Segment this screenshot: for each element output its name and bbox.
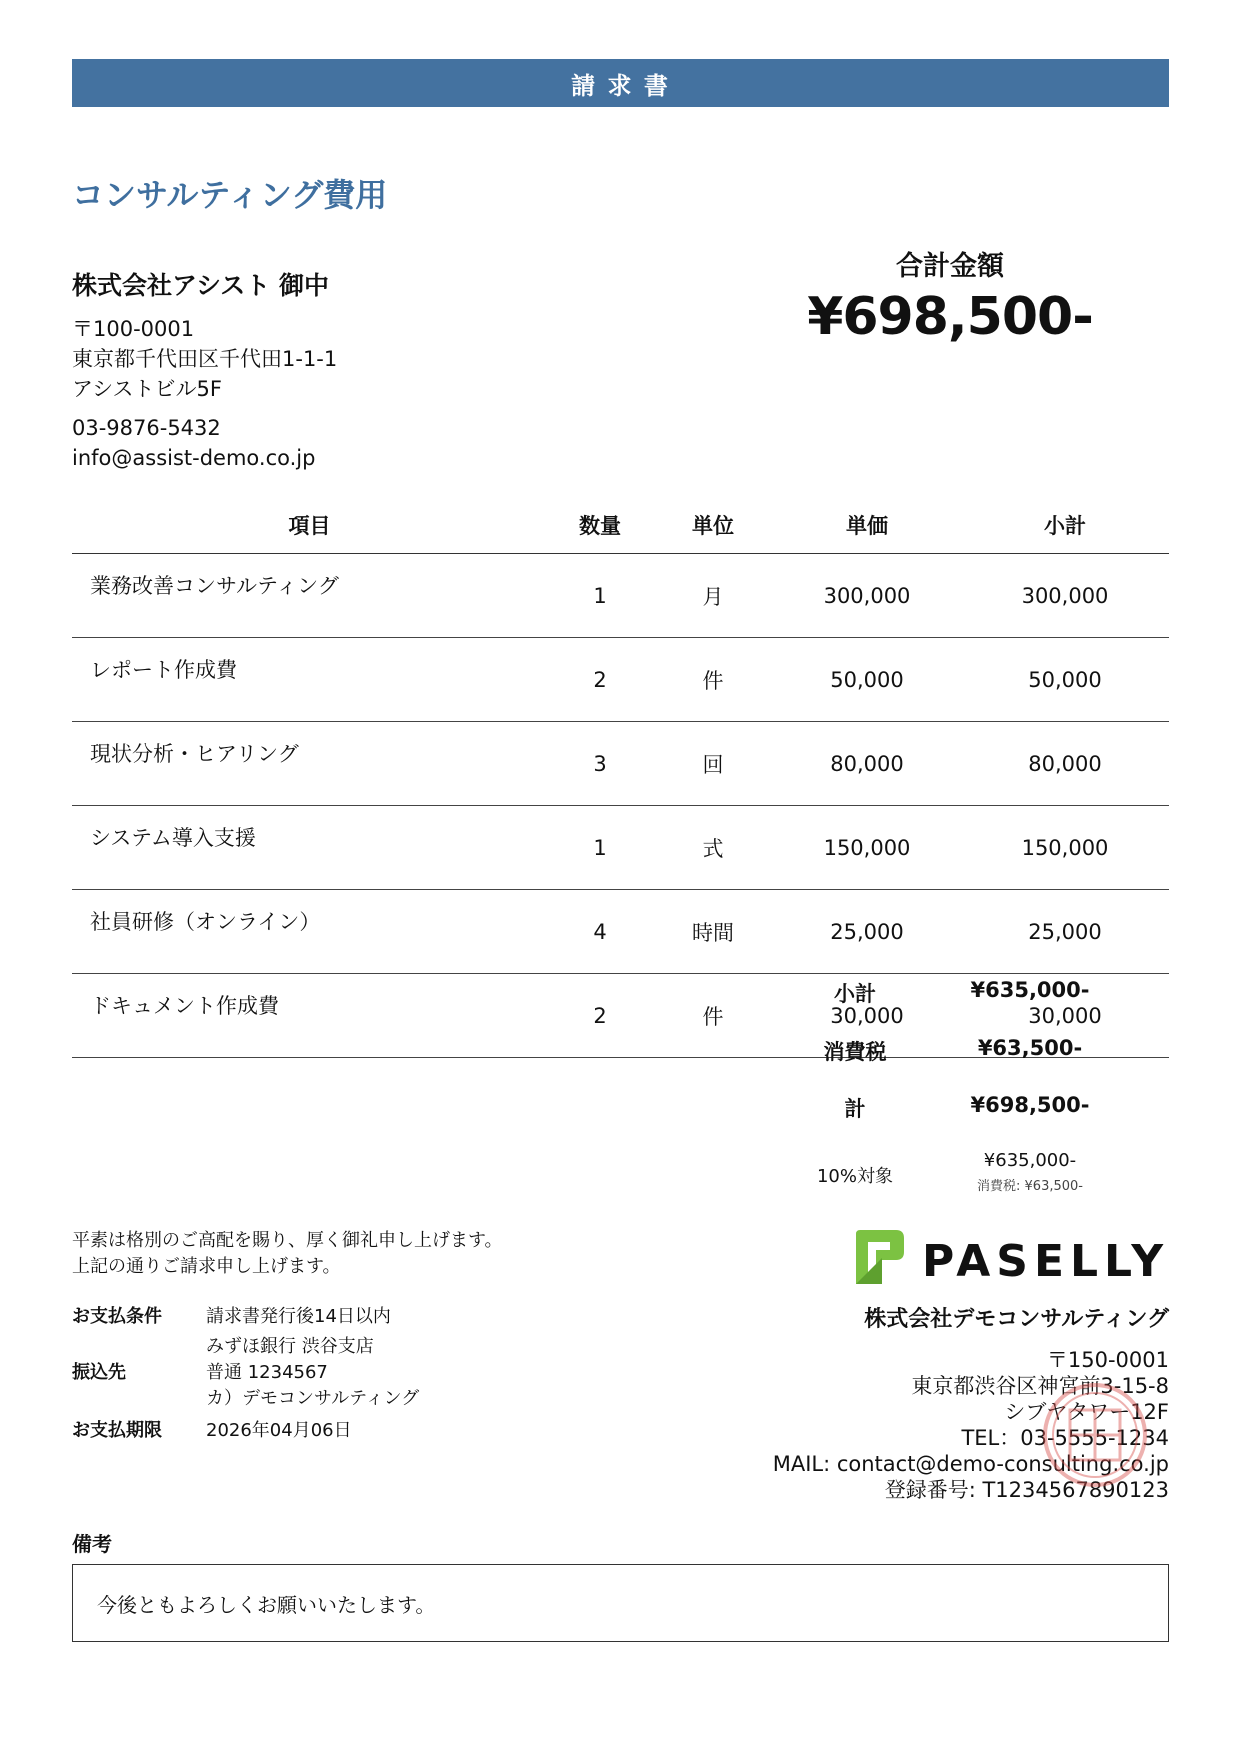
total-label: 合計金額 — [896, 251, 1004, 282]
cell-unit: 時間 — [653, 890, 773, 974]
summary-total-value: ¥698,500- — [970, 1093, 1090, 1117]
cell-quantity: 2 — [547, 638, 653, 722]
client-email: info@assist-demo.co.jp — [72, 446, 316, 470]
issuer-postal: 〒150-0001 — [1046, 1348, 1169, 1372]
summary-tax-value: ¥63,500- — [977, 1036, 1083, 1060]
summary-tax-row — [780, 1036, 1169, 1066]
cell-quantity: 4 — [547, 890, 653, 974]
logo-mark-icon — [852, 1228, 1169, 1288]
table-row — [72, 722, 1169, 806]
header-subtotal: 小計 — [961, 497, 1169, 554]
cell-item: 業務改善コンサルティング — [72, 554, 547, 638]
table-row — [72, 806, 1169, 890]
tax-rate-base: ¥635,000- — [983, 1150, 1077, 1171]
issuer-registration: 登録番号: T1234567890123 — [884, 1478, 1169, 1502]
cell-item: ドキュメント作成費 — [72, 974, 547, 1058]
client-phone: 03-9876-5432 — [72, 416, 221, 440]
header-quantity: 数量 — [547, 497, 653, 554]
greeting-line2: 上記の通りご請求申し上げます。 — [72, 1256, 341, 1277]
cell-subtotal: 50,000 — [961, 638, 1169, 722]
total-amount: ¥698,500- — [807, 287, 1093, 347]
cell-unit-price: 150,000 — [773, 806, 961, 890]
invoice-subject: コンサルティング費用 — [72, 176, 388, 214]
bank-line1: みずほ銀行 渋谷支店 — [206, 1336, 374, 1357]
issuer-phone: TEL：03-5555-1234 — [961, 1426, 1169, 1450]
items-table — [72, 497, 1169, 1058]
summary-subtotal-label: 小計 — [834, 982, 876, 1006]
client-name: 株式会社アシスト 御中 — [72, 271, 329, 300]
summary-subtotal-value: ¥635,000- — [970, 978, 1090, 1002]
summary-total-row — [780, 1093, 1169, 1123]
cell-subtotal: 25,000 — [961, 890, 1169, 974]
cell-quantity: 2 — [547, 974, 653, 1058]
cell-unit: 月 — [653, 554, 773, 638]
client-postal: 〒100-0001 — [72, 317, 195, 341]
cell-unit: 件 — [653, 974, 773, 1058]
company-logo — [852, 1228, 1169, 1288]
cell-unit-price: 300,000 — [773, 554, 961, 638]
cell-item: 社員研修（オンライン） — [72, 890, 547, 974]
issuer-address2: シブヤタワー12F — [1004, 1400, 1169, 1424]
cell-unit-price: 50,000 — [773, 638, 961, 722]
cell-item: レポート作成費 — [72, 638, 547, 722]
summary-subtotal-row — [780, 978, 1169, 1008]
cell-subtotal: 30,000 — [961, 974, 1169, 1058]
header-item: 項目 — [72, 497, 547, 554]
cell-unit: 式 — [653, 806, 773, 890]
remarks-title: 備考 — [72, 1532, 112, 1556]
client-address2: アシストビル5F — [72, 377, 222, 401]
cell-item: 現状分析・ヒアリング — [72, 722, 547, 806]
header-unit: 単位 — [653, 497, 773, 554]
cell-unit-price: 80,000 — [773, 722, 961, 806]
bank-label: 振込先 — [72, 1362, 126, 1383]
cell-subtotal: 150,000 — [961, 806, 1169, 890]
logo-text: PASELLY — [922, 1236, 1169, 1287]
cell-item: システム導入支援 — [72, 806, 547, 890]
tax-rate-tax: 消費税: ¥63,500- — [977, 1179, 1083, 1194]
cell-quantity: 1 — [547, 554, 653, 638]
summary-total-label: 計 — [844, 1097, 866, 1121]
issuer-address1: 東京都渋谷区神宮前3-15-8 — [911, 1374, 1169, 1398]
bank-line2: 普通 1234567 — [206, 1362, 328, 1383]
issuer-name: 株式会社デモコンサルティング — [864, 1307, 1169, 1332]
table-row — [72, 554, 1169, 638]
bank-line3: カ）デモコンサルティング — [206, 1388, 420, 1409]
greeting — [72, 1228, 503, 1280]
client-info — [72, 266, 572, 473]
client-address1: 東京都千代田区千代田1-1-1 — [72, 347, 338, 371]
total-amount-block — [780, 244, 1120, 347]
remarks-text: 今後ともよろしくお願いいたします。 — [97, 1592, 436, 1617]
remarks-box — [72, 1564, 1169, 1642]
cell-quantity: 1 — [547, 806, 653, 890]
payment-terms-label: お支払条件 — [72, 1306, 162, 1327]
table-row — [72, 638, 1169, 722]
summary-tax-label: 消費税 — [823, 1040, 887, 1064]
tax-rate-label: 10%対象 — [816, 1166, 893, 1187]
cell-subtotal: 80,000 — [961, 722, 1169, 806]
summary-tax-rate-row — [780, 1150, 1169, 1194]
greeting-line1: 平素は格別のご高配を賜り、厚く御礼申し上げます。 — [72, 1230, 503, 1251]
cell-unit: 件 — [653, 638, 773, 722]
table-header-row — [72, 497, 1169, 554]
due-date-label: お支払期限 — [72, 1420, 162, 1441]
header-unit-price: 単価 — [773, 497, 961, 554]
cell-quantity: 3 — [547, 722, 653, 806]
company-seal-icon — [1040, 1380, 1150, 1490]
issuer-mail: MAIL: contact@demo-consulting.co.jp — [772, 1452, 1169, 1476]
document-title: 請 求 書 — [72, 59, 1169, 107]
cell-subtotal: 300,000 — [961, 554, 1169, 638]
cell-unit-price: 30,000 — [773, 974, 961, 1058]
payment-terms-value: 請求書発行後14日以内 — [206, 1306, 391, 1327]
due-date-value: 2026年04月06日 — [206, 1420, 352, 1441]
cell-unit: 回 — [653, 722, 773, 806]
table-row — [72, 890, 1169, 974]
payment-info — [72, 1304, 419, 1444]
cell-unit-price: 25,000 — [773, 890, 961, 974]
